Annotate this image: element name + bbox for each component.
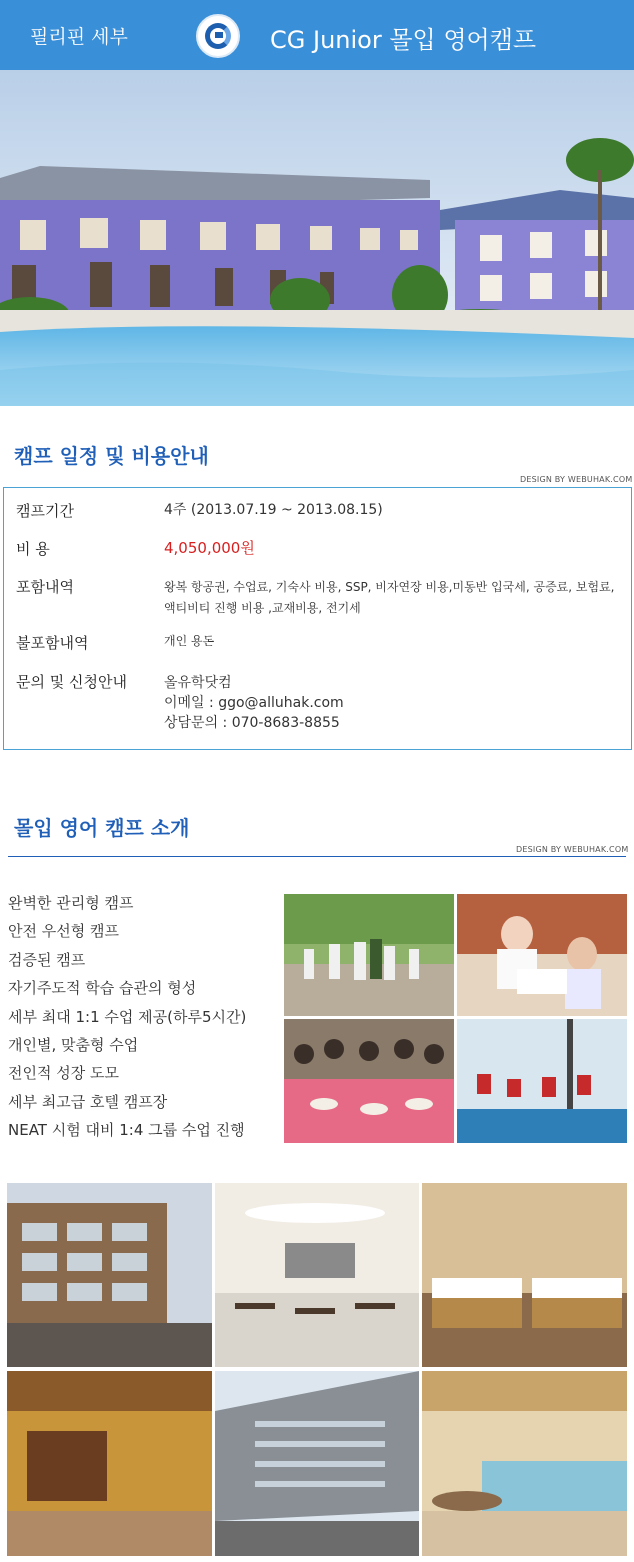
contact-company: 올유학닷컴 [164, 675, 232, 691]
students-boat-photo [457, 1019, 627, 1143]
hotel-exterior-photo [7, 1183, 212, 1367]
info-label: 불포함내역 [16, 634, 89, 652]
list-item: 검증된 캠프 [8, 950, 86, 969]
cebu-globalization-logo [196, 14, 240, 58]
students-class-photo [457, 894, 627, 1016]
hero-resort-photo [0, 70, 634, 406]
list-item: 전인적 성장 도모 [8, 1064, 119, 1083]
hotel-indoor-pool-photo [422, 1371, 627, 1556]
list-item: 자기주도적 학습 습관의 형성 [8, 979, 197, 998]
students-outdoor-photo [284, 894, 454, 1016]
contact-email[interactable]: 이메일 : ggo@alluhak.com [164, 695, 344, 711]
hotel-restaurant-photo [215, 1183, 419, 1367]
header-bar [0, 0, 634, 70]
schedule-info-table [3, 487, 632, 750]
section-divider [8, 856, 626, 857]
region-label: 필리핀 세부 [30, 26, 128, 48]
students-dining-photo [284, 1019, 454, 1143]
info-label: 문의 및 신청안내 [16, 673, 127, 691]
info-value: 4주 (2013.07.19 ~ 2013.08.15) [164, 502, 383, 518]
hotel-lobby-photo [7, 1371, 212, 1556]
intro-section-title: 몰입 영어 캠프 소개 [14, 816, 190, 840]
contact-lines [164, 673, 624, 733]
feature-list [8, 893, 278, 1149]
info-label: 포함내역 [16, 578, 74, 596]
list-item: 세부 최대 1:1 수업 제공(하루5시간) [8, 1007, 247, 1026]
contact-phone: 상담문의 : 070-8683-8855 [164, 715, 340, 731]
list-item: 세부 최고급 호텔 캠프장 [8, 1092, 168, 1111]
info-label: 캠프기간 [16, 502, 74, 520]
page-title: CG Junior 몰입 영어캠프 [270, 26, 537, 54]
info-value: 개인 용돈 [164, 634, 215, 648]
hotel-bedroom-photo [422, 1183, 627, 1367]
list-item: NEAT 시험 대비 1:4 그룹 수업 진행 [8, 1121, 245, 1140]
schedule-section-title: 캠프 일정 및 비용안내 [14, 444, 209, 468]
info-label: 비 용 [16, 540, 50, 558]
list-item: 완벽한 관리형 캠프 [8, 894, 134, 912]
price-value: 4,050,000원 [164, 539, 255, 557]
hotel-building-photo [215, 1371, 419, 1556]
list-item: 개인별, 맞춤형 수업 [8, 1035, 139, 1054]
list-item: 안전 우선형 캠프 [8, 922, 119, 941]
info-value: 왕복 항공권, 수업료, 기숙사 비용, SSP, 비자연장 비용,미동반 입국세, 공증료, 보험료, 액티비티 진행 비용 ,교재비용, 전기세 [164, 580, 615, 615]
design-credit: DESIGN BY WEBUHAK.COM [516, 845, 629, 854]
design-credit: DESIGN BY WEBUHAK.COM [520, 475, 633, 484]
